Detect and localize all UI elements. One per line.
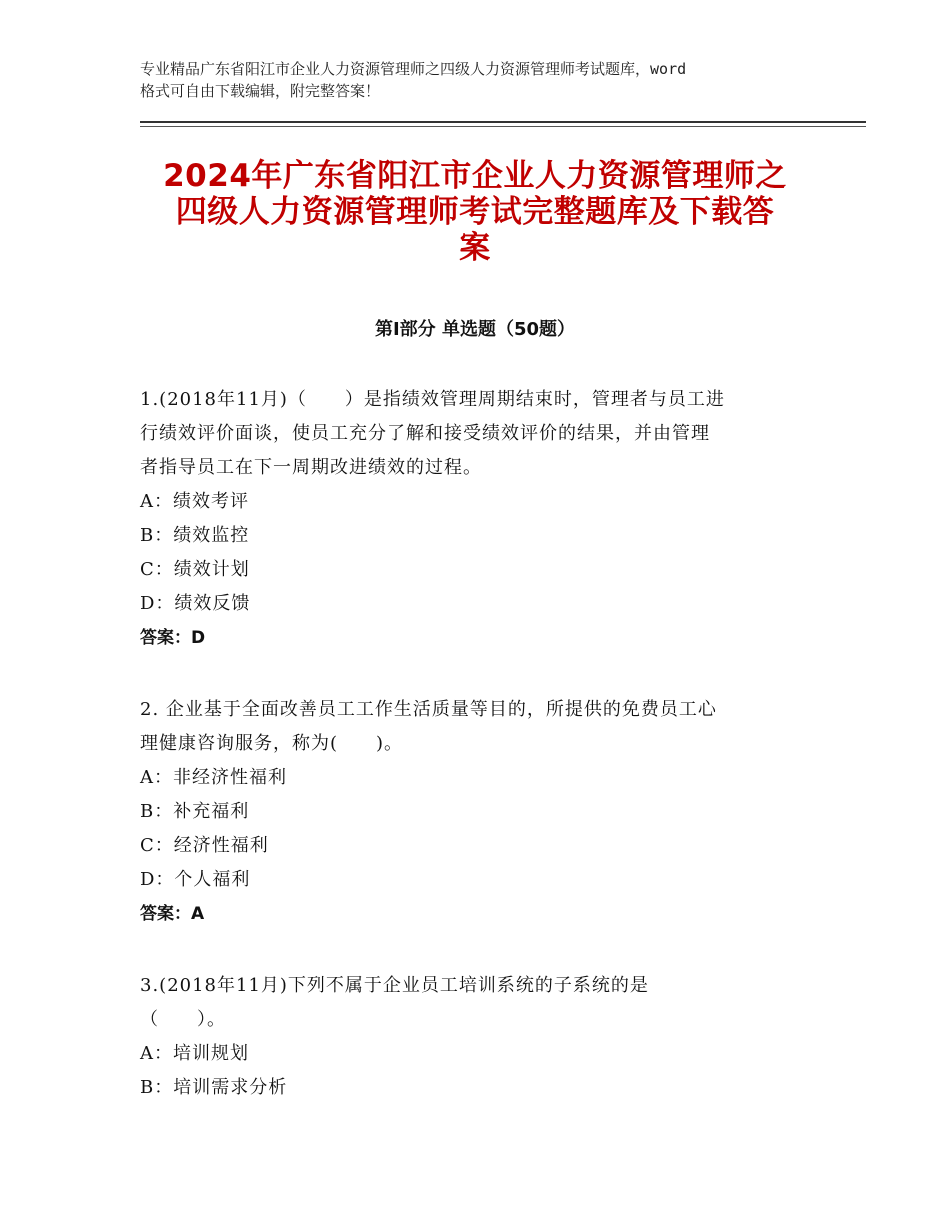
option-a: A：绩效考评	[140, 491, 249, 512]
answer: 答案：A	[140, 904, 205, 924]
question-2	[140, 693, 810, 931]
question-gap	[140, 931, 810, 969]
header-note-line-1: 专业精品广东省阳江市企业人力资源管理师之四级人力资源管理师考试题库，word	[140, 60, 687, 78]
title-line-2: 四级人力资源管理师考试完整题库及下载答	[175, 194, 775, 230]
header-note-line-2: 格式可自由下载编辑，附完整答案！	[140, 82, 381, 100]
stem-line: 2. 企业基于全面改善员工工作生活质量等目的，所提供的免费员工心	[140, 699, 717, 720]
stem-line: 理健康咨询服务，称为( )。	[140, 733, 404, 754]
stem-line: 行绩效评价面谈，使员工充分了解和接受绩效评价的结果，并由管理	[140, 423, 710, 444]
question-1	[140, 383, 810, 655]
document-title	[140, 158, 810, 266]
answer: 答案：D	[140, 628, 206, 648]
question-gap	[140, 655, 810, 693]
question-stem	[140, 693, 810, 761]
header-divider-thick	[140, 121, 866, 123]
option-a: A：非经济性福利	[140, 767, 287, 788]
stem-line: 3.(2018年11月)下列不属于企业员工培训系统的子系统的是	[140, 975, 649, 996]
stem-line: 者指导员工在下一周期改进绩效的过程。	[140, 457, 482, 478]
question-list	[140, 383, 810, 1105]
option-d: D：个人福利	[140, 869, 251, 890]
option-b: B：培训需求分析	[140, 1077, 288, 1098]
title-line-1: 2024年广东省阳江市企业人力资源管理师之	[163, 158, 787, 194]
stem-line: 1.(2018年11月)（ ）是指绩效管理周期结束时，管理者与员工进	[140, 389, 725, 410]
stem-line: （ ）。	[140, 1009, 226, 1030]
option-b: B：补充福利	[140, 801, 250, 822]
title-line-3: 案	[459, 230, 491, 266]
question-3	[140, 969, 810, 1105]
option-c: C：绩效计划	[140, 559, 250, 580]
section-title: 第Ⅰ部分 单选题（50题）	[374, 319, 575, 340]
option-d: D：绩效反馈	[140, 593, 251, 614]
header-note	[140, 58, 820, 102]
option-b: B：绩效监控	[140, 525, 250, 546]
header-divider-thin	[140, 126, 866, 127]
option-a: A：培训规划	[140, 1043, 249, 1064]
option-c: C：经济性福利	[140, 835, 269, 856]
question-stem	[140, 969, 810, 1037]
question-stem	[140, 383, 810, 485]
